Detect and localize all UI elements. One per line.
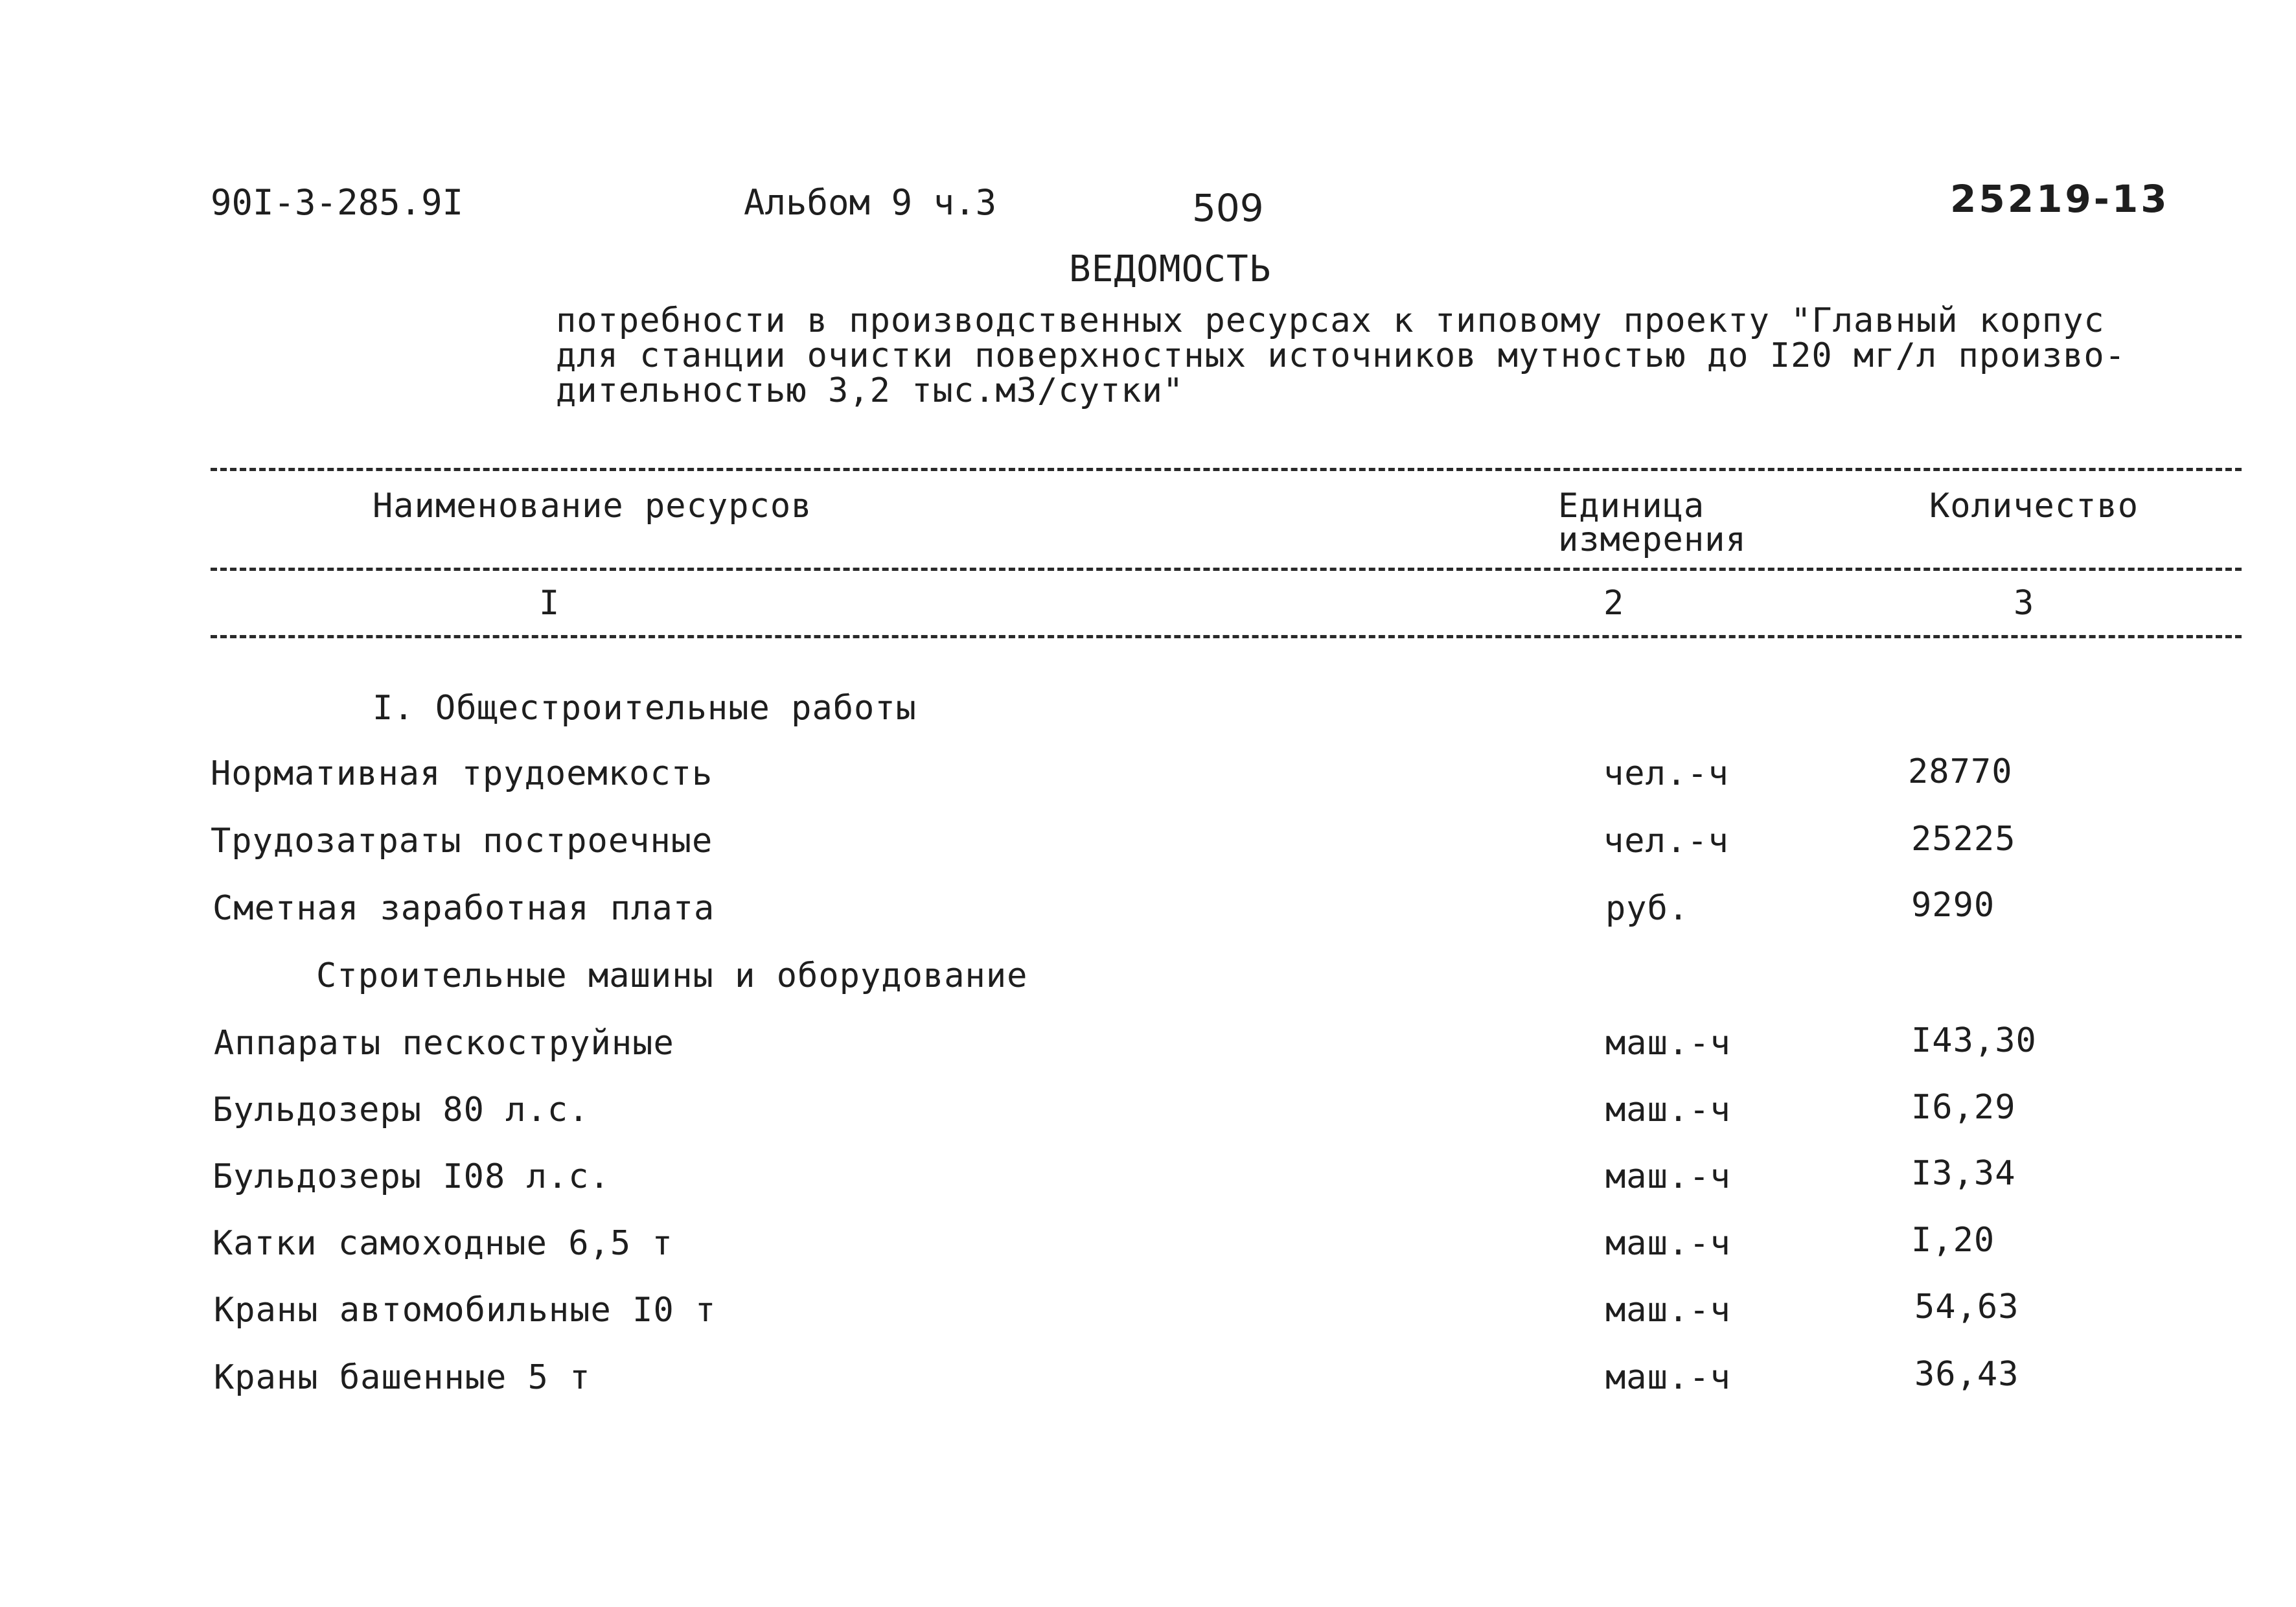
subsection-title: Строительные машины и оборудование — [316, 956, 1028, 995]
table-row-name: Бульдозеры 80 л.с. — [212, 1091, 590, 1129]
table-row-unit: маш.-ч — [1605, 1157, 1731, 1196]
table-row-unit: руб. — [1605, 889, 1690, 928]
table-row-value: I,20 — [1911, 1221, 1995, 1260]
table-row-value: 54,63 — [1914, 1288, 2019, 1326]
page-number: 509 — [1192, 186, 1264, 230]
table-row-unit: маш.-ч — [1605, 1024, 1731, 1063]
table-row-name: Сметная заработная плата — [212, 889, 715, 928]
table-row-value: 9290 — [1911, 886, 1995, 925]
table-row-value: I43,30 — [1911, 1021, 2037, 1060]
table-row-unit: маш.-ч — [1605, 1291, 1731, 1330]
table-row-unit: маш.-ч — [1605, 1358, 1731, 1397]
table-row-unit: маш.-ч — [1605, 1224, 1731, 1263]
table-row-value: I3,34 — [1911, 1154, 2016, 1193]
table-row-value: 36,43 — [1914, 1355, 2019, 1394]
table-row-name: Нормативная трудоемкость — [211, 754, 713, 793]
table-row-name: Трудозатраты построечные — [211, 822, 713, 861]
album-label: Альбом 9 ч.3 — [744, 182, 997, 223]
column-number: 3 — [2014, 584, 2035, 623]
column-number: I — [539, 584, 560, 623]
table-numbers-rule — [211, 635, 2242, 638]
table-row-value: I6,29 — [1911, 1088, 2016, 1127]
document-number: 25219-13 — [1950, 177, 2170, 221]
table-top-rule — [211, 468, 2242, 471]
table-row-value: 28770 — [1908, 752, 2013, 791]
table-row-value: 25225 — [1911, 820, 2016, 859]
page-title: ВЕДОМОСТЬ — [1069, 248, 1272, 290]
table-row-name: Краны башенные 5 т — [214, 1358, 591, 1397]
table-row-name: Бульдозеры I08 л.с. — [212, 1157, 610, 1196]
table-row-name: Краны автомобильные I0 т — [214, 1291, 717, 1330]
table-header-rule — [211, 568, 2242, 571]
table-row-unit: чел.-ч — [1603, 822, 1729, 861]
table-row-name: Катки самоходные 6,5 т — [212, 1224, 673, 1263]
column-header-unit-line1: Единица — [1558, 487, 1705, 526]
column-header-quantity: Количество — [1929, 487, 2139, 526]
table-row-name: Аппараты пескоструйные — [214, 1024, 674, 1063]
table-row-unit: маш.-ч — [1605, 1091, 1731, 1129]
project-code: 90I-3-285.9I — [211, 182, 464, 223]
intro-line: для станции очистки поверхностных источников мутностью до I20 мг/л произво- — [556, 336, 2126, 375]
table-row-unit: чел.-ч — [1603, 754, 1729, 793]
intro-paragraph — [556, 301, 2126, 410]
column-header-name: Наименование ресурсов — [373, 487, 812, 526]
column-header-unit-line2: измерения — [1558, 520, 1747, 559]
section-title: I. Общестроительные работы — [373, 689, 917, 728]
intro-line: дительностью 3,2 тыс.м3/сутки" — [556, 371, 1184, 410]
column-number: 2 — [1603, 584, 1625, 623]
intro-line: потребности в производственных ресурсах к типовому проекту "Главный корпус — [556, 301, 2105, 340]
